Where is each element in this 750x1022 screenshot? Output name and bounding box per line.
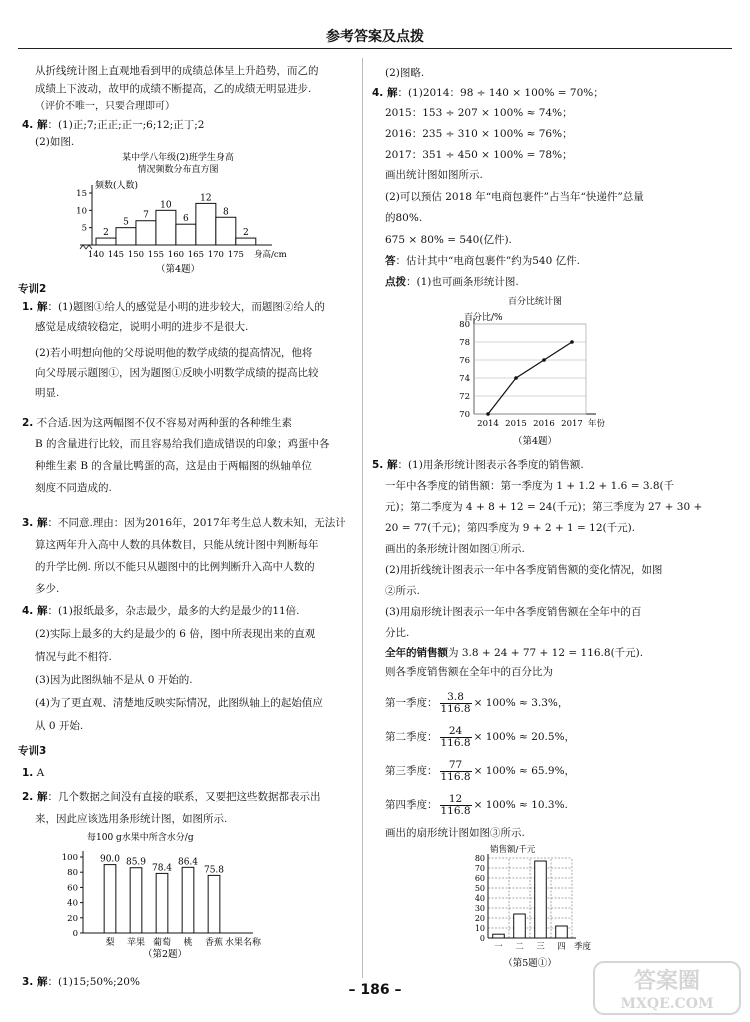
r-q4-line-1: 4. 解：(1)2014：98 ÷ 140 × 100% = 70%； — [372, 87, 604, 99]
r-q5-line-2: 一年中各季度的销售额：第一季度为 1 + 1.2 + 1.6 = 3.8(千 — [385, 480, 675, 492]
s2-q1-line-4: 向父母展示题图①，因为题图①反映小明数学成绩的提高比较 — [35, 367, 319, 379]
bar — [556, 926, 568, 938]
bar — [208, 875, 220, 933]
bar — [104, 865, 116, 933]
y-tick-label: 70 — [474, 864, 485, 873]
column-divider — [362, 58, 363, 978]
chart-title-line-2: 情况频数分布直方图 — [137, 165, 219, 175]
quarter-1-pct: 第一季度： $\frac{3.8}{116.8}$ × 100% ≈ 3.3%， — [385, 690, 569, 715]
chart-caption: （第2题） — [142, 949, 188, 960]
r-q4-line-7: 的80%. — [385, 212, 423, 224]
s2-q2-line-2: B 的含量进行比较，而且容易给我们造成错误的印象；鸡蛋中各 — [35, 438, 330, 450]
quarter-3-pct: 第三季度： $\frac{77}{116.8}$ × 100% ≈ 65.9%， — [385, 758, 576, 783]
quarterly-sales-bar-chart — [460, 842, 610, 977]
y-axis-label: 百分比/% — [464, 313, 503, 323]
s2-q3-line-1: 3. 解：不同意.理由：因为2016年，2017年考生总人数未知，无法计 — [22, 517, 346, 529]
histogram-bar — [216, 217, 236, 245]
bar-value-label: 78.4 — [151, 863, 173, 874]
s2-q1-line-5: 明显. — [35, 387, 60, 399]
x-tick-label: 三 — [536, 942, 545, 952]
r-total: 全年的销售额为 3.8 + 24 + 77 + 12 = 116.8(千元). — [385, 647, 644, 659]
intro-line-2: 成绩上下波动，故甲的成绩不断提高，乙的成绩无明显进步. — [35, 83, 312, 95]
section-3-heading: 专训3 — [18, 745, 47, 757]
r-q4-line-8: 675 × 80% = 540(亿件). — [385, 234, 512, 246]
x-tick-label: 苹果 — [126, 938, 146, 948]
bar-value-label: 90.0 — [99, 854, 121, 865]
chart-title: 每100 g水果中所含水分/g — [87, 833, 194, 843]
x-axis-label: 身高/cm — [254, 250, 287, 260]
s2-q2-line-1: 2. 不合适.因为这两幅图不仅不容易对两种蛋的各种维生素 — [22, 417, 292, 429]
quarter-2-pct: 第二季度： $\frac{24}{116.8}$ × 100% ≈ 20.5%， — [385, 724, 576, 749]
chart-title-line-1: 某中学八年级(2)班学生身高 — [122, 153, 234, 163]
histogram-bar — [96, 238, 116, 245]
y-axis-label: 频数(人数) — [95, 181, 139, 191]
s2-q2-line-3: 种维生素 B 的含量比鸭蛋的高，这是由于两幅图的纵轴单位 — [35, 460, 312, 472]
page-header — [18, 8, 732, 49]
y-tick-label: 60 — [474, 874, 485, 883]
data-point — [514, 376, 518, 380]
histogram-chart — [60, 150, 300, 275]
y-tick-label: 78 — [459, 338, 470, 348]
y-tick-label: 20 — [474, 914, 485, 923]
r-q5-line-8: (3)用扇形统计图表示一年中各季度销售额在全年中的百 — [385, 606, 642, 618]
r-q5-line-6: (2)用折线统计图表示一年中各季度销售额的变化情况，如图 — [385, 564, 663, 576]
y-tick-label: 0 — [72, 929, 78, 939]
r-q4-line-4: 2017：351 ÷ 450 × 100% = 78%； — [385, 149, 573, 161]
x-tick-label: 2014 — [477, 419, 499, 429]
x-tick-label: 香蕉 — [204, 938, 224, 948]
chart-caption: （第4题） — [155, 264, 201, 275]
s2-q1-line-3: (2)若小明想向他的父母说明他的数学成绩的提高情况，他将 — [35, 347, 313, 359]
intro-line-3: （评价不唯一，只要合理即可） — [35, 101, 175, 112]
histogram-bar — [136, 221, 156, 245]
y-tick-label: 100 — [61, 853, 78, 863]
y-tick-label: 10 — [76, 206, 87, 217]
y-tick-label: 30 — [474, 904, 485, 913]
s2-q4-line-5: (4)为了更直观、清楚地反映实际情况，此图纵轴上的起始值应 — [35, 697, 323, 709]
bar-value-label: 12 — [200, 193, 212, 204]
bar-value-label: 10 — [160, 200, 172, 211]
r-line-1: (2)图略. — [385, 67, 425, 79]
s2-q2-line-4: 刻度不同造成的. — [35, 482, 112, 494]
x-tick-label: 155 — [147, 250, 165, 260]
x-tick-label: 175 — [227, 250, 244, 260]
bar-value-label: 2 — [103, 228, 109, 239]
s2-q3-line-3: 的升学比例. 所以不能只从题图中的比例判断升入高中人数的 — [35, 561, 315, 573]
bar-value-label: 75.8 — [203, 865, 225, 876]
r-q5-line-4: 20 = 77(千元)；第四季度为 9 + 2 + 1 = 12(千元). — [385, 522, 636, 534]
x-tick-label: 四 — [557, 942, 566, 952]
bar-value-label: 8 — [222, 207, 229, 218]
chart-caption: （第5题①） — [503, 958, 557, 969]
watermark-logo — [592, 960, 742, 1016]
x-tick-label: 150 — [127, 250, 145, 260]
y-tick-label: 50 — [474, 884, 485, 893]
y-tick-label: 80 — [474, 854, 485, 863]
intro-line-1: 从折线统计图上直观地看到甲的成绩总体呈上升趋势，而乙的 — [35, 65, 319, 77]
percentage-line-chart — [440, 292, 640, 454]
y-tick-label: 80 — [459, 320, 470, 330]
x-tick-label: 140 — [87, 250, 105, 260]
bar — [493, 934, 505, 938]
s2-q1-line-2: 感觉是成绩较稳定，说明小明的进步不是很大. — [35, 321, 249, 333]
r-q4-line-5: 画出统计图如图所示. — [385, 169, 483, 181]
histogram-bar — [236, 238, 256, 245]
axis-break — [80, 245, 92, 249]
y-tick-label: 40 — [474, 894, 485, 903]
y-tick-label: 76 — [459, 356, 470, 366]
bar — [182, 867, 194, 933]
r-answer: 答：估计其中“电商包裹件”约为540 亿件. — [385, 255, 580, 267]
s3-q2-line-1: 2. 解：几个数据之间没有直接的联系，又要把这些数据都表示出 — [22, 791, 321, 803]
bar-value-label: 2 — [242, 228, 249, 239]
x-axis-label: 年份 — [588, 419, 606, 429]
s2-q4-line-3: 情况与此不相符. — [35, 651, 112, 663]
watermark-line-2: MXQE.COM — [620, 996, 714, 1012]
r-q5-line-7: ②所示. — [385, 585, 420, 597]
s3-q2-line-2: 来，因此应该选用条形统计图，如图所示. — [35, 813, 228, 825]
r-pie-line: 画出的扇形统计图如图③所示. — [385, 827, 525, 839]
histogram-bar — [176, 224, 196, 245]
s2-q3-line-4: 多少. — [35, 583, 60, 595]
x-axis-label: 水果名称 — [225, 938, 262, 948]
data-point — [486, 412, 490, 416]
x-tick-label: 2015 — [505, 419, 527, 429]
r-q5-line-1: 5. 解：(1)用条形统计图表示各季度的销售额. — [372, 459, 584, 471]
r-q5-line-5: 画出的条形统计图如图①所示. — [385, 543, 525, 555]
s2-q4-line-1: 4. 解：(1)报纸最多，杂志最少，最多的大约是最少的11倍. — [22, 605, 300, 617]
y-tick-label: 60 — [67, 883, 78, 894]
s3-q1: 1. A — [22, 767, 45, 779]
x-tick-label: 二 — [515, 942, 524, 952]
header-title: 参考答案及点拨 — [326, 29, 424, 45]
x-axis-label: 季度 — [574, 942, 592, 952]
x-tick-label: 145 — [107, 250, 125, 260]
chart-title: 百分比统计图 — [507, 297, 563, 307]
s2-q4-line-2: (2)实际上最多的大约是最少的 6 倍，图中所表现出来的直观 — [35, 628, 316, 640]
fruit-water-bar-chart — [55, 828, 295, 960]
s2-q4-line-4: (3)因为此图纵轴不是从 0 开始的. — [35, 674, 193, 686]
r-q5-line-3: 元)；第二季度为 4 + 8 + 12 = 24(千元)；第三季度为 27 + 30 + — [385, 501, 703, 513]
histogram-bar — [116, 228, 136, 245]
bar-value-label: 5 — [123, 217, 129, 228]
histogram-bar — [196, 203, 216, 245]
bar-value-label: 85.9 — [125, 857, 147, 868]
quarter-4-pct: 第四季度： $\frac{12}{116.8}$ × 100% ≈ 10.3%. — [385, 792, 568, 817]
y-tick-label: 74 — [459, 374, 470, 384]
y-tick-label: 0 — [479, 934, 485, 943]
s2-q1-line-1: 1. 解：(1)题图①给人的感觉是小明的进步较大，而题图②给人的 — [22, 301, 325, 313]
y-tick-label: 20 — [67, 913, 78, 924]
y-tick-label: 70 — [459, 410, 470, 420]
x-tick-label: 梨 — [105, 938, 115, 948]
y-tick-label: 40 — [67, 898, 78, 909]
watermark-line-1: 答案圈 — [633, 968, 701, 994]
chart-caption: （第4题） — [512, 436, 558, 447]
bar-value-label: 6 — [183, 214, 189, 225]
x-tick-label: 160 — [167, 250, 185, 260]
q4-answer: 4. 解：(1)正;7;正正;正一;6;12;正丁;2 — [22, 119, 205, 131]
x-tick-label: 170 — [207, 250, 224, 260]
s2-q4-line-6: 从 0 开始. — [35, 720, 84, 732]
y-tick-label: 72 — [459, 392, 470, 402]
bar — [535, 861, 547, 938]
bar — [130, 868, 142, 933]
r-pct-intro: 则各季度销售额在全年中的百分比为 — [385, 666, 553, 678]
bar-value-label: 86.4 — [177, 857, 199, 868]
bar-value-label: 7 — [143, 210, 149, 221]
x-tick-label: 165 — [187, 250, 204, 260]
y-tick-label: 80 — [67, 868, 78, 879]
data-point — [570, 340, 574, 344]
section-2-heading: 专训2 — [18, 283, 47, 295]
r-q4-line-2: 2015：153 ÷ 207 × 100% ≈ 74%； — [385, 107, 573, 119]
x-tick-label: 一 — [494, 942, 503, 952]
q4-line-2: (2)如图. — [35, 136, 75, 148]
page-number: – 186 – — [348, 982, 402, 998]
s3-q3: 3. 解：(1)15;50%;20% — [22, 976, 140, 988]
y-tick-label: 15 — [76, 189, 87, 199]
y-tick-label: 5 — [81, 223, 87, 234]
bar — [156, 873, 168, 933]
data-point — [542, 358, 546, 362]
bar — [514, 914, 526, 938]
x-tick-label: 2016 — [533, 419, 555, 429]
r-q4-line-3: 2016：235 ÷ 310 × 100% ≈ 76%； — [385, 128, 573, 140]
r-note: 点拨：(1)也可画条形统计图. — [385, 276, 519, 288]
r-q5-line-9: 分比. — [385, 627, 410, 639]
s2-q3-line-2: 算这两年升入高中人数的具体数目，只能从统计图中判断每年 — [35, 539, 319, 551]
y-tick-label: 10 — [474, 924, 485, 933]
x-tick-label: 桃 — [183, 938, 193, 948]
r-q4-line-6: (2)可以预估 2018 年“电商包裹件”占当年“快递件”总量 — [385, 191, 644, 203]
x-tick-label: 葡萄 — [152, 938, 172, 948]
x-tick-label: 2017 — [561, 419, 583, 429]
histogram-bar — [156, 210, 176, 245]
chart-title: 销售额/千元 — [490, 845, 536, 855]
